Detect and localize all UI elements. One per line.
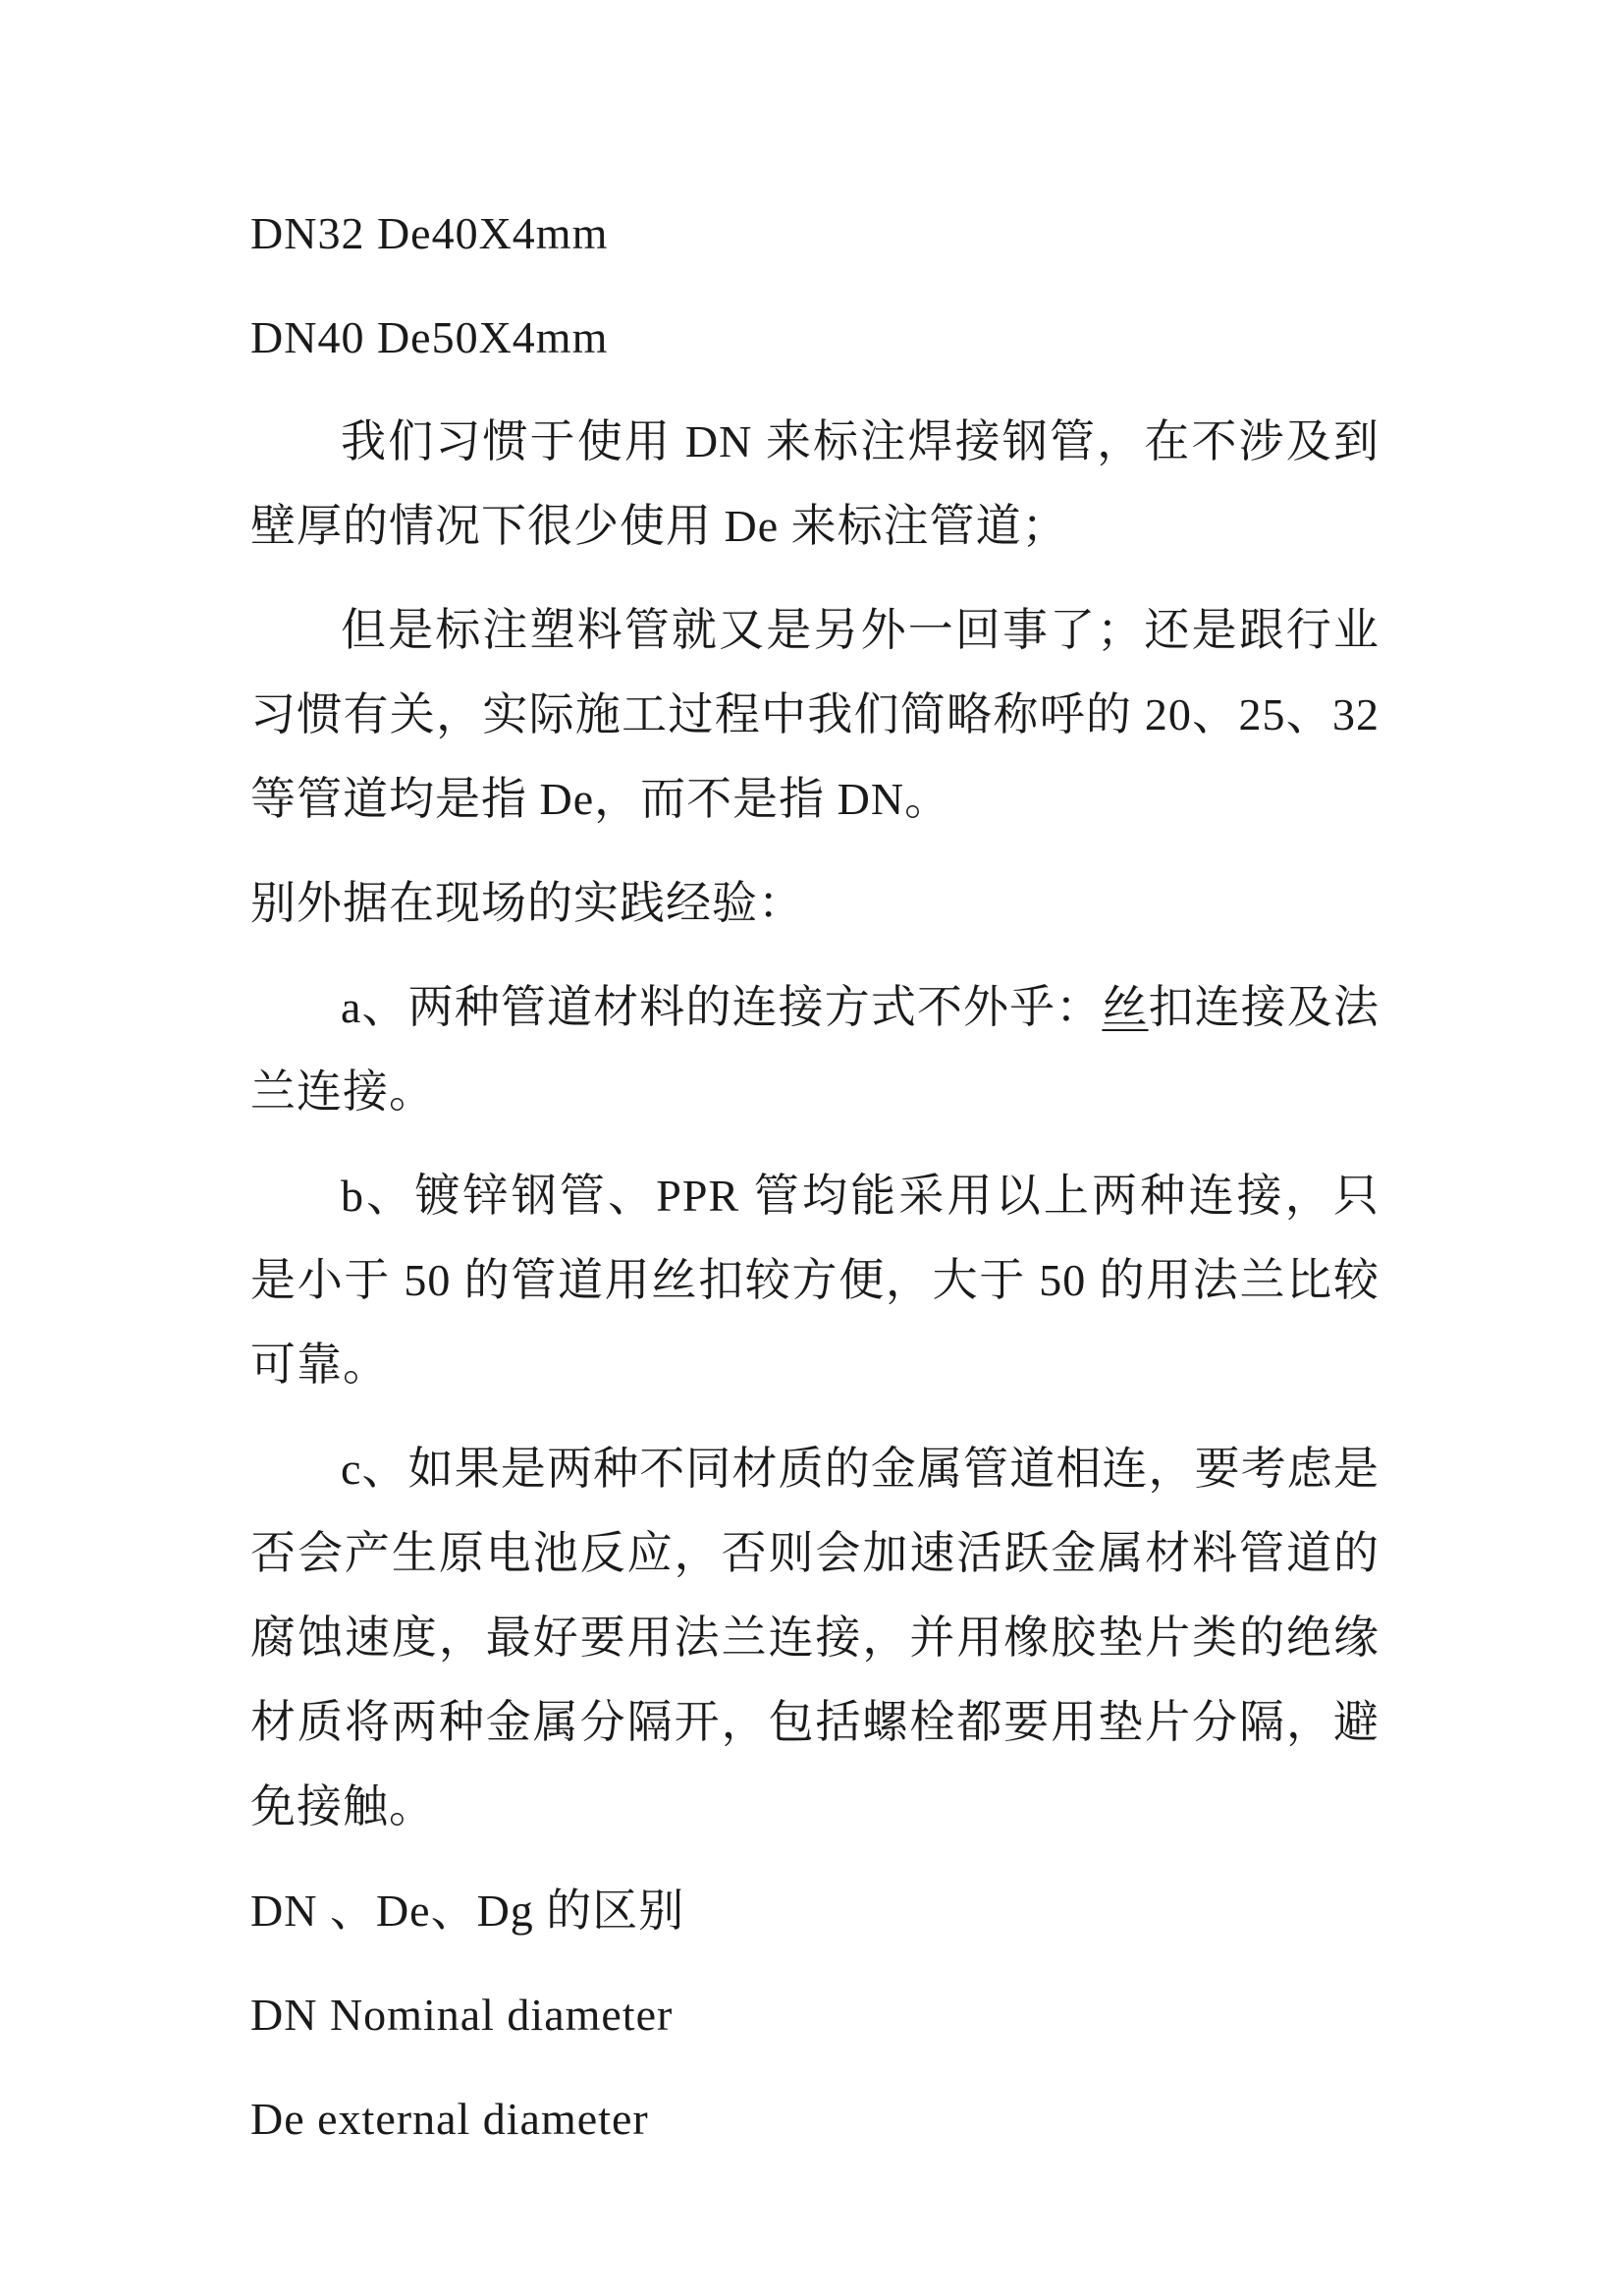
paragraph-dn-usage: 我们习惯于使用 DN 来标注焊接钢管，在不涉及到壁厚的情况下很少使用 De 来标注管道； — [250, 416, 1380, 551]
paragraph-field-experience: 别外据在现场的实践经验： — [250, 878, 804, 928]
item-a-underlined-char: 丝 — [1102, 982, 1149, 1032]
paragraph-dn32-spec: DN32 De40X4mm — [250, 208, 609, 258]
item-a-prefix: a、两种管道材料的连接方式不外乎： — [341, 982, 1103, 1032]
paragraph-dn40-spec: DN40 De50X4mm — [250, 312, 609, 362]
paragraph-dn-de-dg-title: DN 、De、Dg 的区别 — [250, 1886, 685, 1936]
paragraph-item-c: c、如果是两种不同材质的金属管道相连，要考虑是否会产生原电池反应，否则会加速活跃金属材料管道的腐蚀速度，最好要用法兰连接，并用橡胶垫片类的绝缘材质将两种金属分隔开，包括螺栓都要用垫片分隔，避免接触。 — [250, 1444, 1380, 1831]
paragraph-plastic-pipe: 但是标注塑料管就又是另外一回事了；还是跟行业习惯有关，实际施工过程中我们简略称呼的 20、25、32 等管道均是指 De，而不是指 DN。 — [250, 605, 1380, 824]
paragraph-item-a — [250, 965, 1380, 1134]
paragraph-de-definition: De external diameter — [250, 2094, 649, 2144]
paragraph-item-b: b、镀锌钢管、PPR 管均能采用以上两种连接，只是小于 50 的管道用丝扣较方便，大于 50 的用法兰比较可靠。 — [250, 1171, 1380, 1390]
paragraph-dn-definition: DN Nominal diameter — [250, 1990, 674, 2040]
item-a-suffix: 扣连接及法兰连接。 — [250, 982, 1380, 1117]
